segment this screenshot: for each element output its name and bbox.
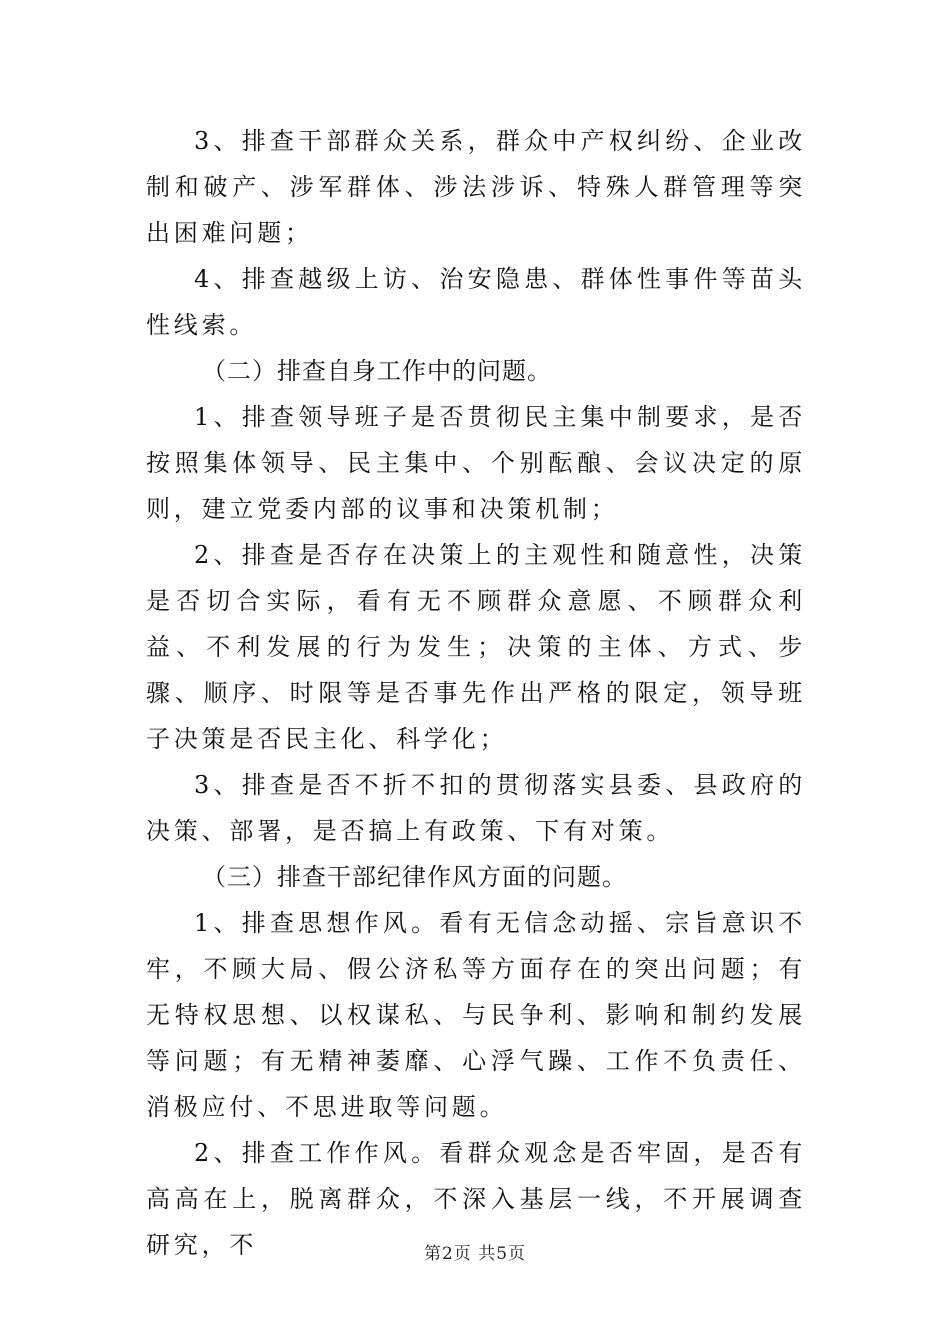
section-heading-2: （二）排查自身工作中的问题。 [202,357,552,385]
paragraph-item-1: 1、排查领导班子是否贯彻民主集中制要求，是否按照集体领导、民主集中、个别酝酿、会议决定的原则，建立党委内部的议事和决策机制； [146,403,806,523]
paragraph-item-2: 2、排查是否存在决策上的主观性和随意性，决策是否切合实际，看有无不顾群众意愿、不顾群众利益、不利发展的行为发生；决策的主体、方式、步骤、顺序、时限等是否事先作出严格的限定，领导班子决策是否民主化、科学化； [146,541,806,753]
section-heading-3: （三）排查干部纪律作风方面的问题。 [202,863,627,891]
paragraph-item-1b: 1、排查思想作风。看有无信念动摇、宗旨意识不牢，不顾大局、假公济私等方面存在的突出问题；有无特权思想、以权谋私、与民争利、影响和制约发展等问题；有无精神萎靡、心浮气躁、工作不负责任、消极应付、不思进取等问题。 [146,909,806,1121]
paragraph-item-4: 4、排查越级上访、治安隐患、群体性事件等苗头性线索。 [146,265,806,339]
paragraph-item-3b: 3、排查是否不折不扣的贯彻落实县委、县政府的决策、部署，是否搞上有政策、下有对策。 [146,771,806,845]
paragraph-item-2b: 2、排查工作作风。看群众观念是否牢固，是否有高高在上，脱离群众，不深入基层一线，不开展调查研究，不 [146,1139,806,1259]
paragraph-item-3: 3、排查干部群众关系，群众中产权纠纷、企业改制和破产、涉军群体、涉法涉诉、特殊人群管理等突出困难问题； [146,127,806,247]
document-body [146,118,806,1268]
page-footer: 第2页 共5页 [423,1244,527,1264]
